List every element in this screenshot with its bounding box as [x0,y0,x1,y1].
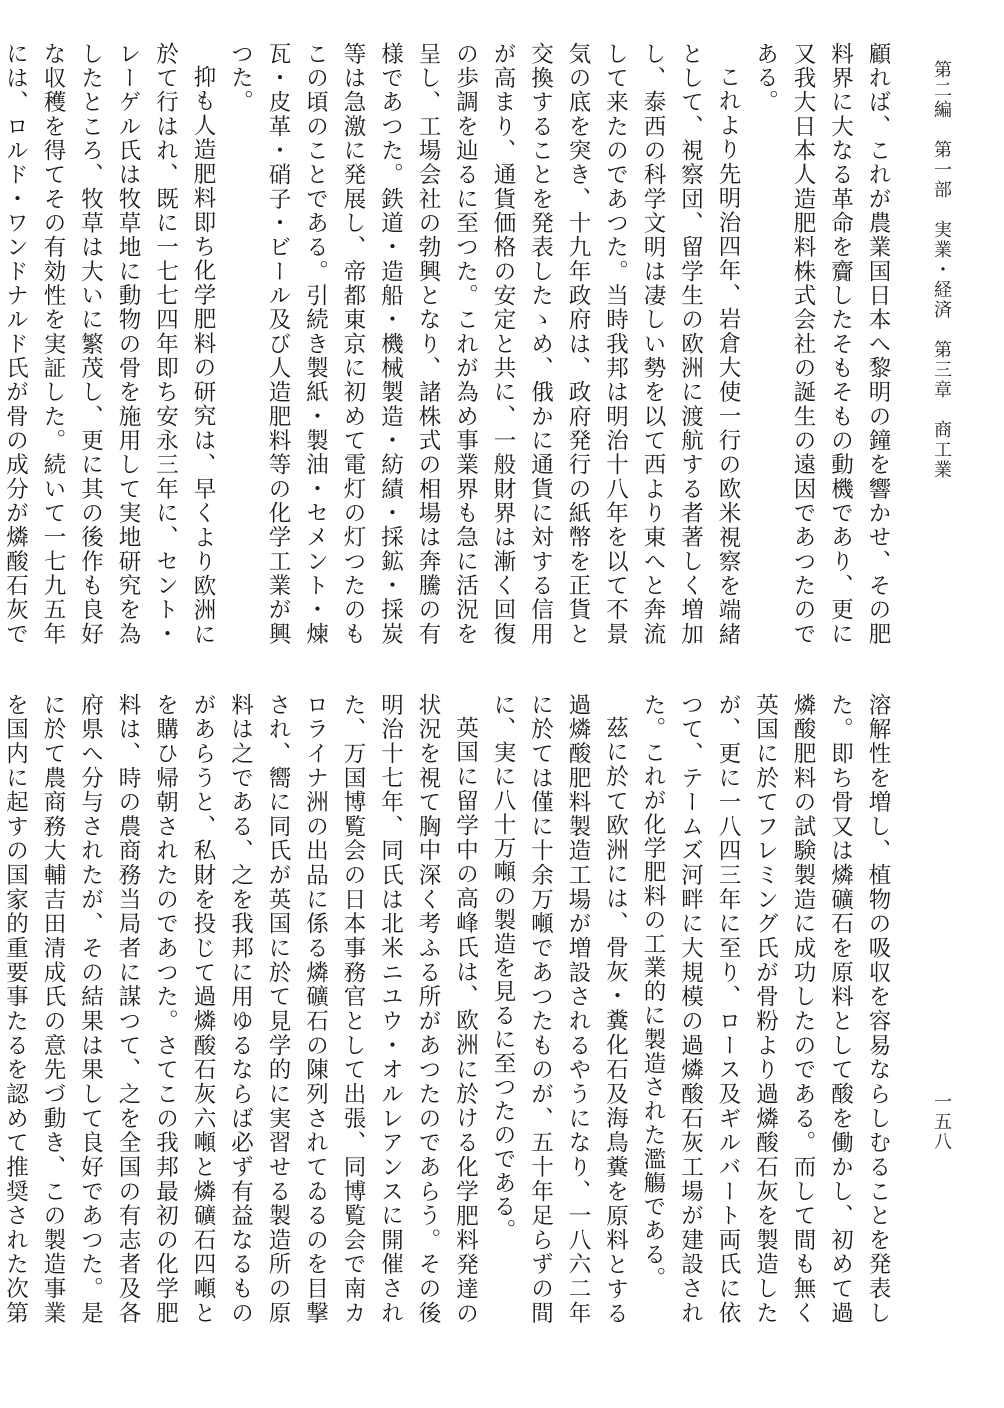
paragraph: 顧れば、これが農業国日本へ黎明の鐘を響かせ、その肥料界に大なる革命を齎したそもそもの動機であり、更に又我大日本人造肥料株式会社の誕生の遠因であつたのである。 [752,42,891,646]
page-header [932,60,950,650]
running-head: 第二編 第一部 実業・経済 第三章 商工業 [931,60,952,480]
paragraph: 茲に於て欧洲には、骨灰・糞化石及海鳥糞を原料とする過燐酸肥料製造工場が増設されるやうになり、一八六二年に於ては僅に十余万噸であつたものが、五十年足らずの間に、実に八十万噸の製造を見るに至つたのである。 [490,693,629,1325]
text-block-bottom [2,693,896,1325]
paragraph: これより先明治四年、岩倉大使一行の欧米視察を端緒として、視察団、留学生の欧洲に渡航する者著しく増加し、泰西の科学文明は凄しい勢を以て西より東へと奔流して来たのであつた。当時我邦は明治十八年を以て不景気の底を突き、十九年政府は、政府発行の紙幣を正貨と交換することを発表したゝめ、俄かに通貨に対する信用が高まり、通貨価格の安定と共に、一般財界は漸く回復の歩調を辿るに至つた。これが為め事業界も急に活況を呈し、工場会社の勃興となり、諸株式の相場は奔騰の有様であつた。鉄道・造船・機械製造・紡績・採鉱・採炭等は急激に発展し、帝都東京に初めて電灯の灯つたのもこの頃のことである。引続き製紙・製油・セメント・煉瓦・皮革・硝子・ビール及び人造肥料等の化学工業が興つた。 [227,42,741,646]
paragraph: 英国に留学中の高峰氏は、欧洲に於ける化学肥料発達の状況を視て胸中深く考ふる所があつたのであらう。その後明治十七年、同氏は北米ニユウ・オルレアンスに開催された、万国博覧会の日本事務官として出張、同博覧会で南カロライナ洲の出品に係る燐礦石の陳列されてゐるのを目撃され、嚮に同氏が英国に於て見学的に実習せる製造所の原料は之である、之を我邦に用ゆるならば必ず有益なるものがあらうと、私財を投じて過燐酸石灰六噸と燐礦石四噸とを購ひ帰朝されたのであつた。さてこの我邦最初の化学肥料は、時の農商務当局者に謀つて、之を全国の有志者及各府県へ分与されたが、その結果は果して良好であつた。是に於て農商務大輔吉田清成氏の意先づ動き、この製造事業を国内に起すの国家的重要事たるを認めて推奨された次第 [2,693,479,1325]
text-block-top [2,42,896,646]
paragraph: 溶解性を増し、植物の吸収を容易ならしむることを発表した。即ち骨又は燐礦石を原料として酸を働かし、初めて過燐酸肥料の試験製造に成功したのである。而して間も無く英国に於てフレミング氏が骨粉より過燐酸石灰を製造したが、更に一八四三年に至り、ロース及ギルバート両氏に依つて、テームズ河畔に大規模の過燐酸石灰工場が建設された。これが化学肥料の工業的に製造された濫觴である。 [640,693,891,1325]
paragraph: 抑も人造肥料即ち化学肥料の研究は、早くより欧洲に於て行はれ、既に一七七四年即ち安永三年に、セント・レーゲル氏は牧草地に動物の骨を施用して実地研究を為したところ、牧草は大いに繁茂し、更に其の後作も良好な収穫を得てその有効性を実証した。続いて一七九五年には、ロルド・ワンドナルド氏が骨の成分が燐酸石灰で [2,42,216,646]
page-number: 一五八 [931,1092,952,1152]
